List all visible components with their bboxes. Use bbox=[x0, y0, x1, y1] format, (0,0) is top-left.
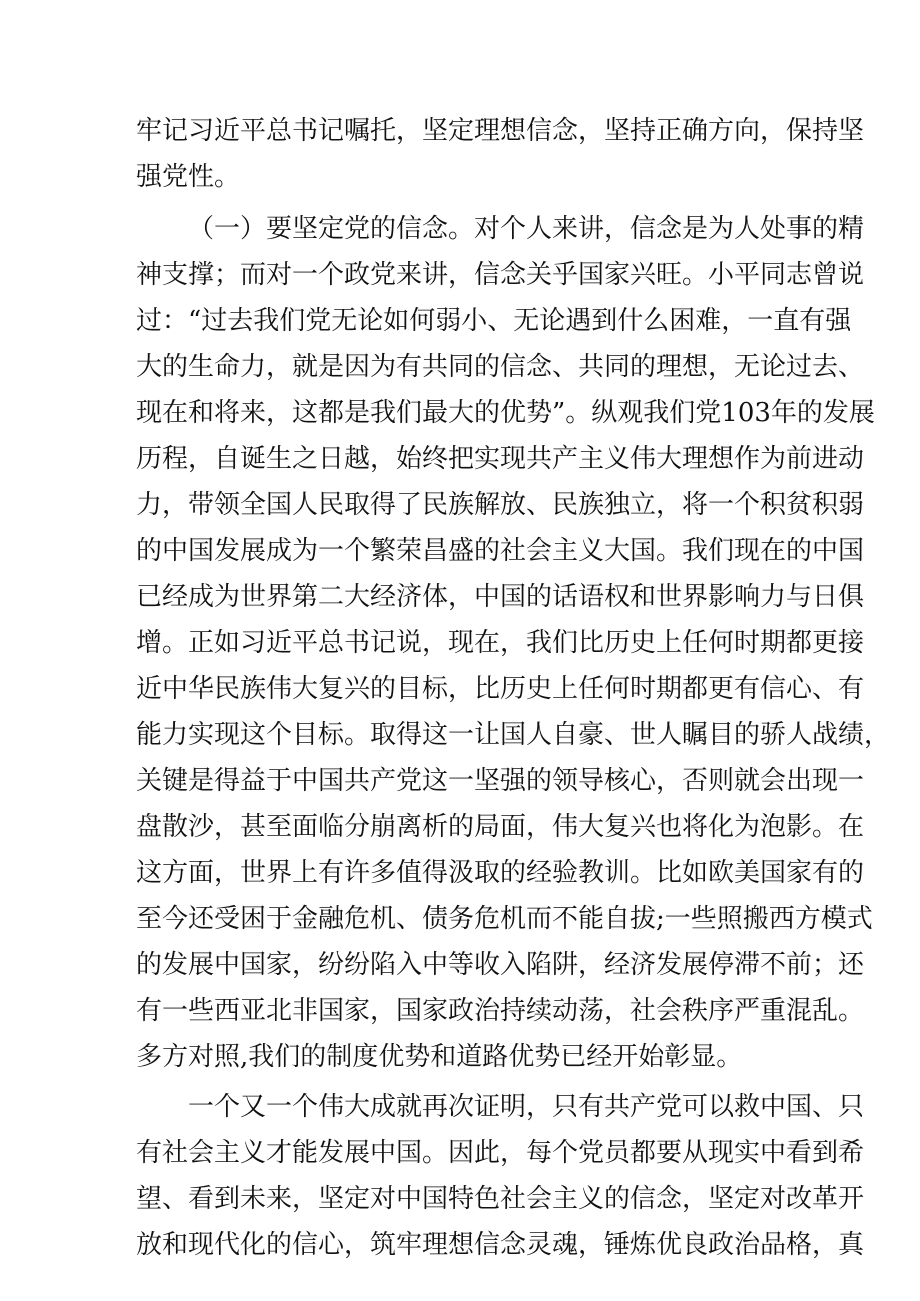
text-line: 望、看到未来，坚定对中国特色社会主义的信念，坚定对改革开 bbox=[136, 1184, 865, 1214]
paragraph-2 bbox=[136, 206, 891, 1080]
text-line: 这方面，世界上有许多值得汲取的经验教训。比如欧美国家有的 bbox=[136, 858, 865, 888]
document-body bbox=[136, 108, 891, 1268]
paragraph-3 bbox=[136, 1084, 865, 1268]
text-line: 多方对照,我们的制度优势和道路优势已经开始彰显。 bbox=[136, 1042, 743, 1072]
text-line: 力，带领全国人民取得了民族解放、民族独立，将一个积贫积弱 bbox=[136, 490, 865, 520]
paragraph-1 bbox=[136, 108, 865, 200]
text-line: 现在和将来，这都是我们最大的优势”。纵观我们党103年的发展 bbox=[136, 398, 875, 428]
text-line: 关键是得益于中国共产党这一坚强的领导核心，否则就会出现一 bbox=[136, 766, 865, 796]
text-line: 的发展中国家，纷纷陷入中等收入陷阱，经济发展停滞不前；还 bbox=[136, 950, 865, 980]
text-line: 牢记习近平总书记嘱托，坚定理想信念，坚持正确方向，保持坚 bbox=[136, 116, 865, 146]
text-line: 神支撑；而对一个政党来讲，信念关乎国家兴旺。小平同志曾说 bbox=[136, 260, 865, 290]
text-line: 增。正如习近平总书记说，现在，我们比历史上任何时期都更接 bbox=[136, 628, 865, 658]
text-line: （一）要坚定党的信念。对个人来讲，信念是为人处事的精 bbox=[188, 214, 865, 244]
text-line: 盘散沙，甚至面临分崩离析的局面，伟大复兴也将化为泡影。在 bbox=[136, 812, 865, 842]
text-line: 过：“过去我们党无论如何弱小、无论遇到什么困难，一直有强 bbox=[136, 306, 852, 336]
text-line: 一个又一个伟大成就再次证明，只有共产党可以救中国、只 bbox=[188, 1092, 865, 1122]
text-line: 能力实现这个目标。取得这一让国人自豪、世人瞩目的骄人战绩， bbox=[136, 720, 891, 750]
text-line: 强党性。 bbox=[136, 162, 241, 192]
text-line: 有社会主义才能发展中国。因此，每个党员都要从现实中看到希 bbox=[136, 1138, 865, 1168]
text-line: 近中华民族伟大复兴的目标，比历史上任何时期都更有信心、有 bbox=[136, 674, 865, 704]
text-line: 有一些西亚北非国家，国家政治持续动荡，社会秩序严重混乱。 bbox=[136, 996, 865, 1026]
text-line: 历程，自诞生之日越，始终把实现共产主义伟大理想作为前进动 bbox=[136, 444, 865, 474]
text-line: 至今还受困于金融危机、债务危机而不能自拔;一些照搬西方模式 bbox=[136, 904, 873, 934]
text-line: 的中国发展成为一个繁荣昌盛的社会主义大国。我们现在的中国 bbox=[136, 536, 865, 566]
text-line: 放和现代化的信心，筑牢理想信念灵魂，锤炼优良政治品格，真 bbox=[136, 1230, 865, 1260]
text-line: 已经成为世界第二大经济体，中国的话语权和世界影响力与日俱 bbox=[136, 582, 865, 612]
text-line: 大的生命力，就是因为有共同的信念、共同的理想，无论过去、 bbox=[136, 352, 865, 382]
